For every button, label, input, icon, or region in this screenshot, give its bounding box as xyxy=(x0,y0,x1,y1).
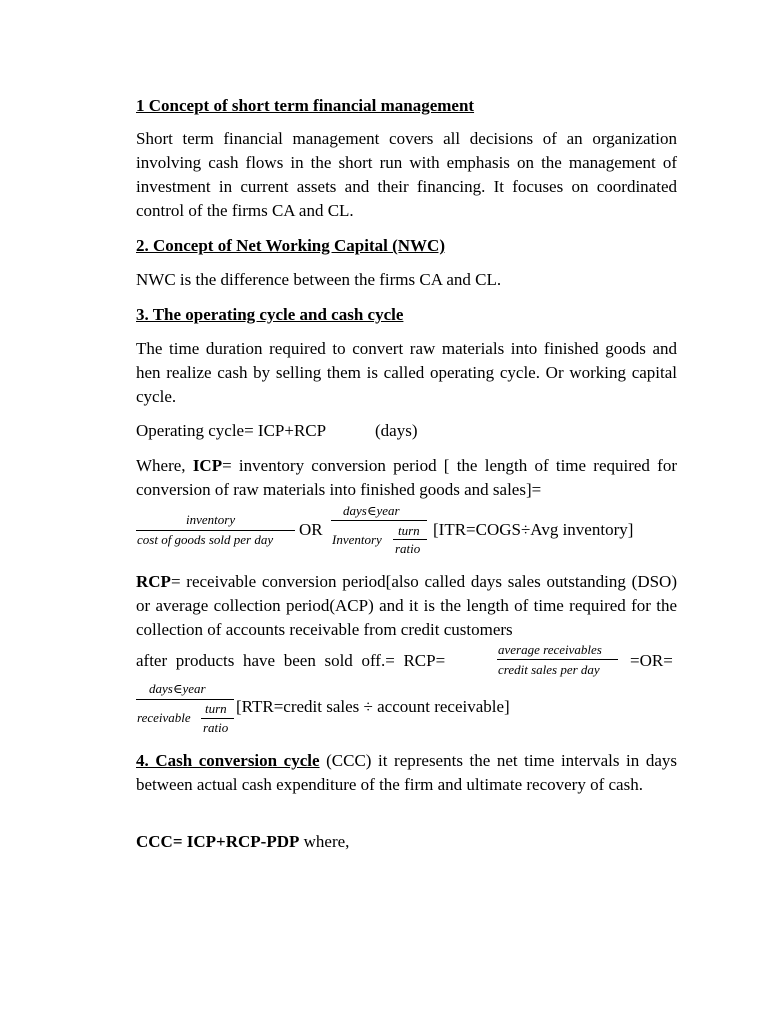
icp-fraction1-bar xyxy=(136,530,295,531)
ccc-line xyxy=(136,832,349,852)
rcp-fraction1-numerator: average receivables xyxy=(498,642,602,657)
rcp-definition: = receivable conversion period[also called days sales outstanding (DSO) or average collection period(ACP) and it is the length of time required for the collection of accounts receivable from credit customers xyxy=(136,572,677,639)
rcp-or: =OR= xyxy=(630,651,673,670)
icp-fraction2-sub-denominator: ratio xyxy=(395,541,421,556)
rcp-term: RCP xyxy=(136,572,171,591)
rcp-fraction2-numerator: days∈year xyxy=(149,681,206,696)
or-word: OR xyxy=(299,520,323,539)
paragraph-nwc: NWC is the difference between the firms CA and CL. xyxy=(136,270,502,289)
icp-fraction1-numerator: inventory xyxy=(186,512,236,527)
heading-short-term-fin-mgmt: 1 Concept of short term financial management xyxy=(136,96,475,115)
icp-term: ICP xyxy=(192,456,223,475)
rcp-fraction1-denominator: credit sales per day xyxy=(498,662,600,677)
icp-fraction2-numerator: days∈year xyxy=(343,503,400,518)
paragraph-operating-cycle: The time duration required to convert raw materials into finished goods and hen realize cash by selling them is called operating cycle. Or working capital cycle. xyxy=(136,339,677,406)
heading-nwc: 2. Concept of Net Working Capital (NWC) xyxy=(136,236,445,255)
cash-conversion-cycle-text: (CCC) it represents the net time intervals in days between actual cash expenditure of the firm and ultimate recovery of cash. xyxy=(136,751,678,794)
ccc-where: where, xyxy=(299,832,350,851)
rcp-fraction2-bar xyxy=(136,699,234,700)
icp-fraction2-sub-bar xyxy=(393,539,427,540)
paragraph-rcp-definition xyxy=(136,570,677,642)
rcp-after-text: after products have been sold off.= RCP= xyxy=(136,651,446,670)
operating-cycle-unit: (days) xyxy=(375,421,418,440)
itr-note: [ITR=COGS÷Avg inventory] xyxy=(433,520,634,539)
operating-cycle-formula: Operating cycle= ICP+RCP xyxy=(136,421,327,440)
paragraph-cash-conversion-cycle xyxy=(136,749,677,797)
rcp-fraction1-bar xyxy=(497,659,618,660)
rcp-fraction2-sub-numerator: turn xyxy=(205,701,227,716)
rcp-fraction2-denominator-left: receivable xyxy=(137,710,191,725)
paragraph-short-term-fin-mgmt: Short term financial management covers all decisions of an organization involving cash flows in the short run with emphasis on the management of investment in current assets and their financing. It focuses on coordinated control of the firms CA and CL. xyxy=(136,129,677,220)
icp-fraction2-denominator-left: Inventory xyxy=(332,532,382,547)
rcp-fraction2-sub-denominator: ratio xyxy=(203,720,229,735)
icp-fraction2-sub-numerator: turn xyxy=(398,523,420,538)
where-prefix: Where, xyxy=(136,456,186,475)
icp-fraction2-bar xyxy=(331,520,427,521)
rcp-fraction2-sub-bar xyxy=(201,718,234,719)
heading-cash-conversion-cycle: 4. Cash conversion cycle xyxy=(136,751,320,770)
icp-fraction1-denominator: cost of goods sold per day xyxy=(137,532,274,547)
paragraph-icp-definition xyxy=(136,454,677,502)
ccc-formula: CCC= ICP+RCP-PDP xyxy=(136,832,300,851)
icp-definition: = inventory conversion period [ the length of time required for conversion of raw materials into finished goods and sales]= xyxy=(136,456,677,499)
heading-operating-cycle: 3. The operating cycle and cash cycle xyxy=(136,305,404,324)
rtr-note: [RTR=credit sales ÷ account receivable] xyxy=(236,697,510,716)
